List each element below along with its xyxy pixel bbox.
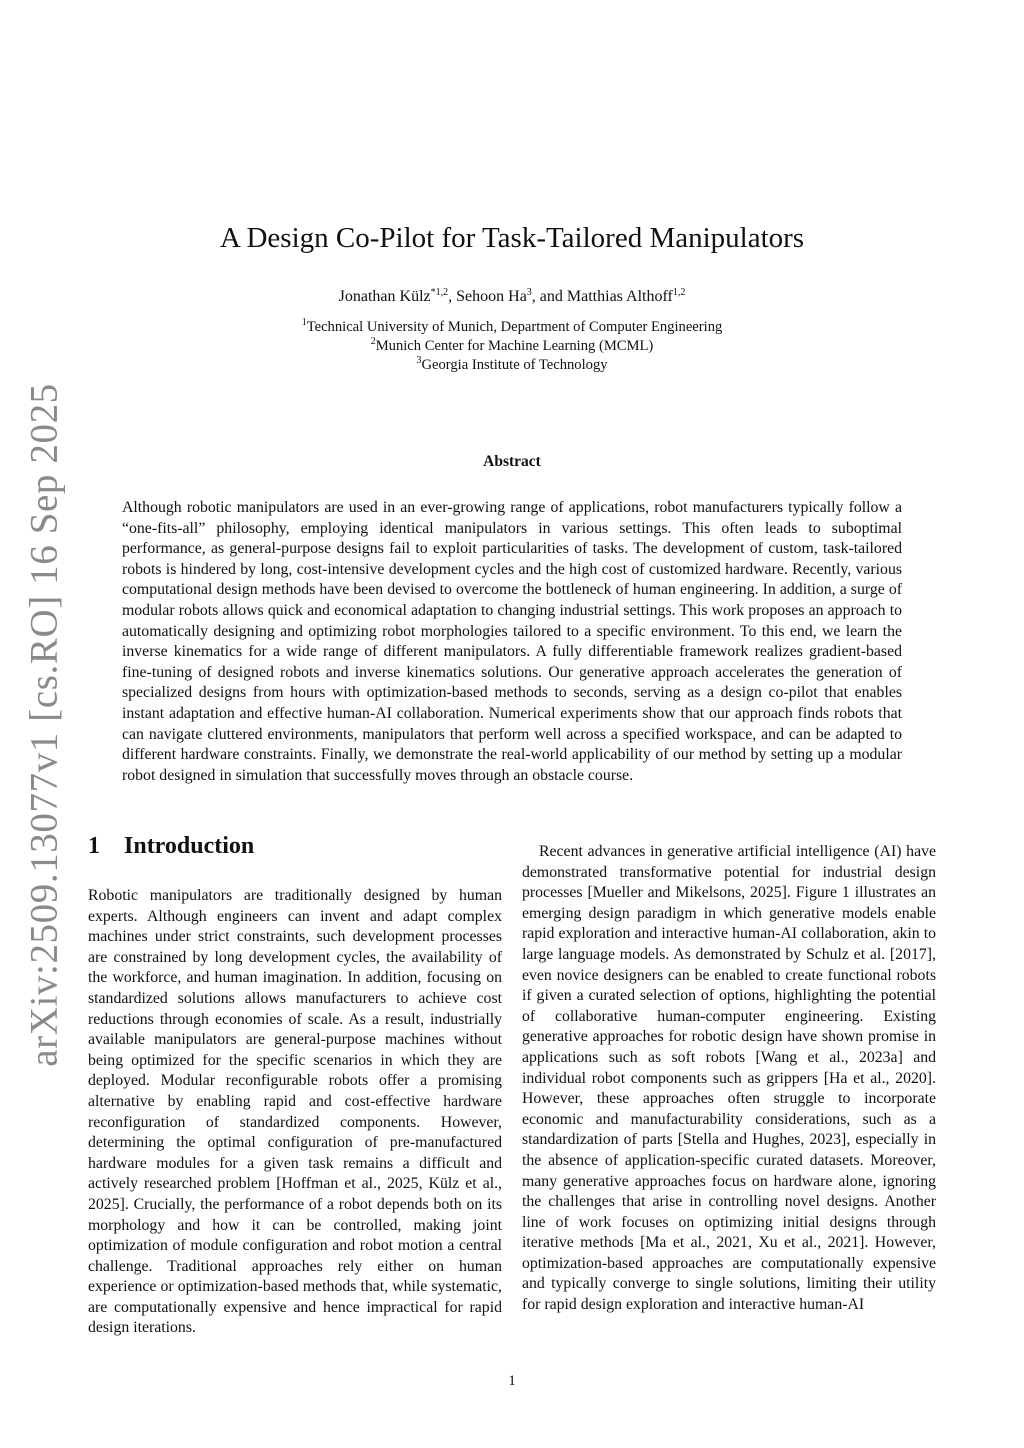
author-name: Jonathan Külz — [338, 288, 431, 305]
author-list — [0, 288, 1024, 306]
intro-right-column: Recent advances in generative artificial intelligence (AI) have demonstrated transformative potential for industrial design processes [Mueller and Mikelsons, 2025]. Figure 1 illustrates an emerging design paradigm in which generative models enable rapid exploration and interactive human-AI collaboration, akin to large language models. As demonstrated by Schulz et al. [2017], even novice designers can be enabled to create functional robots if given a curated selection of options, highlighting the potential of collaborative human-computer engineering. Existing generative approaches for robotic design have shown promise in applications such as soft robots [Wang et al., 2023a] and individual robot components such as grippers [Ha et al., 2020]. However, these approaches often struggle to incorporate economic and manufacturability considerations, such as a standardization of parts [Stella and Hughes, 2023], especially in the absence of application-specific curated datasets. Moreover, many generative approaches focus on hardware alone, ignoring the challenges that arise in controlling novel designs. Another line of work focuses on optimizing initial designs through iterative methods [Ma et al., 2021, Xu et al., 2021]. However, optimization-based approaches are computationally expensive and typically converge to single solutions, limiting their utility for rapid design exploration and interactive human-AI — [522, 843, 936, 1314]
author-name: Sehoon Ha — [456, 288, 527, 305]
author-affiliation-mark: 3 — [526, 287, 532, 298]
page-number: 1 — [508, 1373, 516, 1389]
affiliation-line — [0, 356, 1024, 375]
affiliation-text: Georgia Institute of Technology — [421, 357, 608, 373]
abstract-heading: Abstract — [483, 453, 541, 470]
paper-title: A Design Co-Pilot for Task-Tailored Manipulators — [219, 222, 805, 254]
arxiv-identifier-stamp[interactable]: arXiv:2509.13077v1 [cs.RO] 16 Sep 2025 — [22, 383, 66, 1067]
section-title: Introduction — [124, 833, 255, 859]
affiliation-mark: 3 — [416, 355, 422, 366]
author-separator: , — [448, 288, 457, 305]
affiliation-text: Munich Center for Machine Learning (MCML) — [375, 338, 654, 354]
section-number: 1 — [88, 833, 100, 859]
affiliation-list — [0, 318, 1024, 375]
author-affiliation-mark: *1,2 — [430, 287, 449, 298]
author-affiliation-mark: 1,2 — [672, 287, 686, 298]
section-heading-introduction — [88, 833, 254, 860]
affiliation-line — [0, 318, 1024, 337]
abstract-text: Although robotic manipulators are used in an ever-growing range of applications, robot manufacturers typically follow a “one-fits-all” philosophy, employing identical manipulators in various settings. This often leads to suboptimal performance, as general-purpose designs fail to exploit particularities of tasks. The development of custom, task-tailored robots is hindered by long, cost-intensive development cycles and the high cost of customized hardware. Recently, various computational design methods have been devised to overcome the bottleneck of human engineering. In addition, a surge of modular robots allows quick and economical adaptation to changing industrial settings. This work proposes an approach to automatically designing and optimizing robot morphologies tailored to a specific environment. To this end, we learn the inverse kinematics for a wide range of different manipulators. A fully differentiable framework realizes gradient-based fine-tuning of designed robots and inverse kinematics solutions. Our generative approach accelerates the generation of specialized designs from hours with optimization-based methods to seconds, serving as a design co-pilot that enables instant adaptation and effective human-AI collaboration. Numerical experiments show that our approach finds robots that can navigate cluttered environments, manipulators that perform well across a specified workspace, and can be adapted to different hardware constraints. Finally, we demonstrate the real-world applicability of our method by setting up a modular robot designed in simulation that successfully moves through an obstacle course. — [122, 499, 902, 784]
author-separator: , and — [531, 288, 567, 305]
affiliation-text: Technical University of Munich, Department of Computer Engineering — [306, 319, 723, 335]
author-name: Matthias Althoff — [566, 288, 673, 305]
affiliation-mark: 1 — [301, 317, 307, 328]
intro-left-column: Robotic manipulators are traditionally designed by human experts. Although engineers can invent and adapt complex machines under strict constraints, such development processes are constrained by long development cycles, the availability of the workforce, and human imagination. In addition, focusing on standardized solutions allows manufacturers to achieve cost reductions through economies of scale. As a result, industrially available manipulators are general-purpose machines without being optimized for the specific scenarios in which they are deployed. Modular reconfigurable robots offer a promising alternative by enabling rapid and cost-effective hardware reconfiguration of standardized components. However, determining the optimal configuration of pre-manufactured hardware modules for a given task remains a difficult and actively researched problem [Hoffman et al., 2025, Külz et al., 2025]. Crucially, the performance of a robot depends both on its morphology and how it can be controlled, making joint optimization of module configuration and robot motion a central challenge. Traditional approaches rely either on human experience or optimization-based methods that, while systematic, are computationally expensive and hence impractical for rapid design iterations. — [88, 887, 502, 1337]
affiliation-mark: 2 — [370, 336, 376, 347]
affiliation-line — [0, 337, 1024, 356]
